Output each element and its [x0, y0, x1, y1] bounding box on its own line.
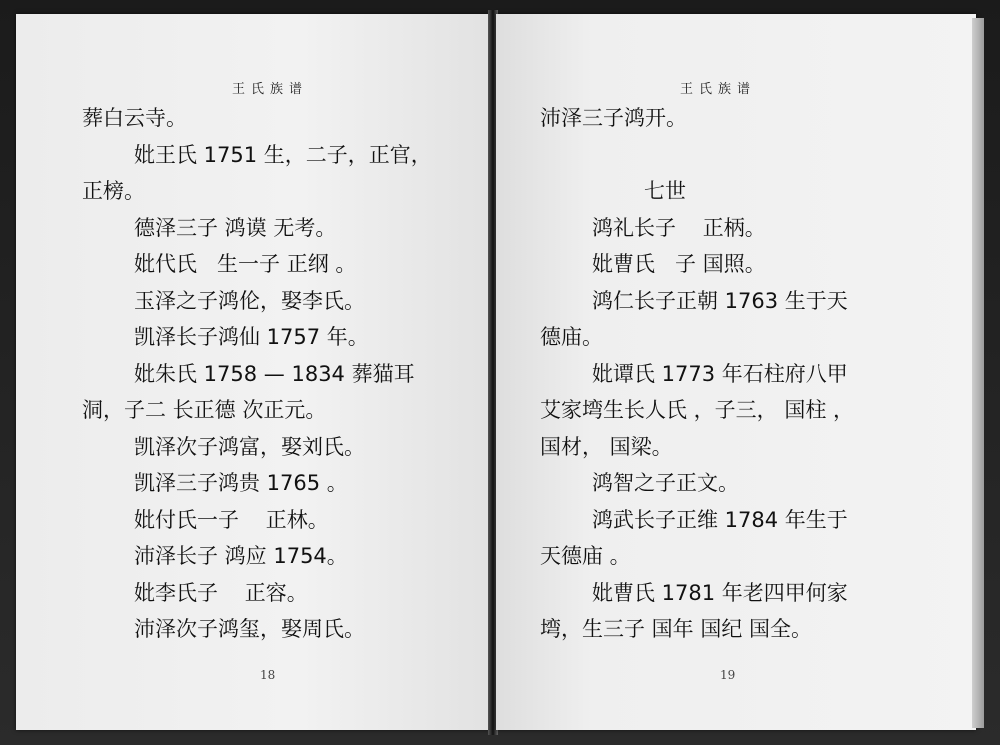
text-line: 塆，生三子 国年 国纪 国全。 — [540, 617, 813, 641]
right-page — [496, 14, 976, 730]
text-line: 玉泽之子鸿伦，娶李氏。 — [134, 288, 365, 313]
text-line: 沛泽长子 鸿应 1754。 — [134, 544, 348, 568]
text-line: 鸿武长子正维 1784 年生于 — [592, 507, 848, 532]
text-line: 天德庙 。 — [540, 544, 631, 568]
page-stack-edge — [972, 18, 984, 728]
text-line: 德庙。 — [540, 325, 603, 349]
text-line: 凯泽长子鸿仙 1757 年。 — [134, 325, 369, 349]
right-page-body — [540, 100, 960, 648]
text-line: 正榜。 — [82, 179, 145, 203]
text-line: 妣代氏 生一子 正纲 。 — [134, 252, 357, 276]
text-line: 鸿仁长子正朝 1763 生于天 — [592, 288, 848, 313]
left-page — [16, 14, 490, 730]
text-line: 艾家塆生长人氏 ，子三， 国柱 ， — [540, 398, 855, 422]
text-line: 洞，子二 长正德 次正元。 — [82, 398, 327, 422]
text-line: 沛泽次子鸿玺，娶周氏。 — [134, 617, 365, 641]
text-line: 鸿礼长子 正柄。 — [592, 215, 766, 240]
text-line: 凯泽次子鸿富，娶刘氏。 — [134, 434, 365, 459]
text-line: 德泽三子 鸿谟 无考。 — [134, 215, 337, 240]
text-line: 鸿智之子正文。 — [592, 471, 739, 495]
left-page-body — [82, 100, 482, 648]
text-line: 凯泽三子鸿贵 1765 。 — [134, 471, 348, 495]
text-line: 妣朱氏 1758 — 1834 葬猫耳 — [134, 361, 415, 386]
left-page-number: 18 — [260, 668, 276, 682]
text-line: 国材， 国梁。 — [540, 434, 673, 459]
left-page-header: 王氏族谱 — [232, 82, 309, 97]
text-line: 妣谭氏 1773 年石柱府八甲 — [592, 361, 848, 386]
text-line: 妣付氏一子 正林。 — [134, 507, 329, 532]
text-line: 妣曹氏 子 国照。 — [592, 252, 766, 276]
right-page-header: 王氏族谱 — [680, 82, 757, 97]
text-line: 葬白云寺。 — [82, 106, 187, 130]
text-line — [540, 137, 960, 174]
right-page-number: 19 — [720, 668, 736, 682]
text-line: 妣王氏 1751 生，二子，正官， — [134, 142, 432, 167]
text-line: 妣李氏子 正容。 — [134, 580, 308, 605]
text-line: 沛泽三子鸿开。 — [540, 106, 687, 130]
text-line: 七世 — [644, 179, 686, 203]
text-line: 妣曹氏 1781 年老四甲何家 — [592, 580, 848, 605]
